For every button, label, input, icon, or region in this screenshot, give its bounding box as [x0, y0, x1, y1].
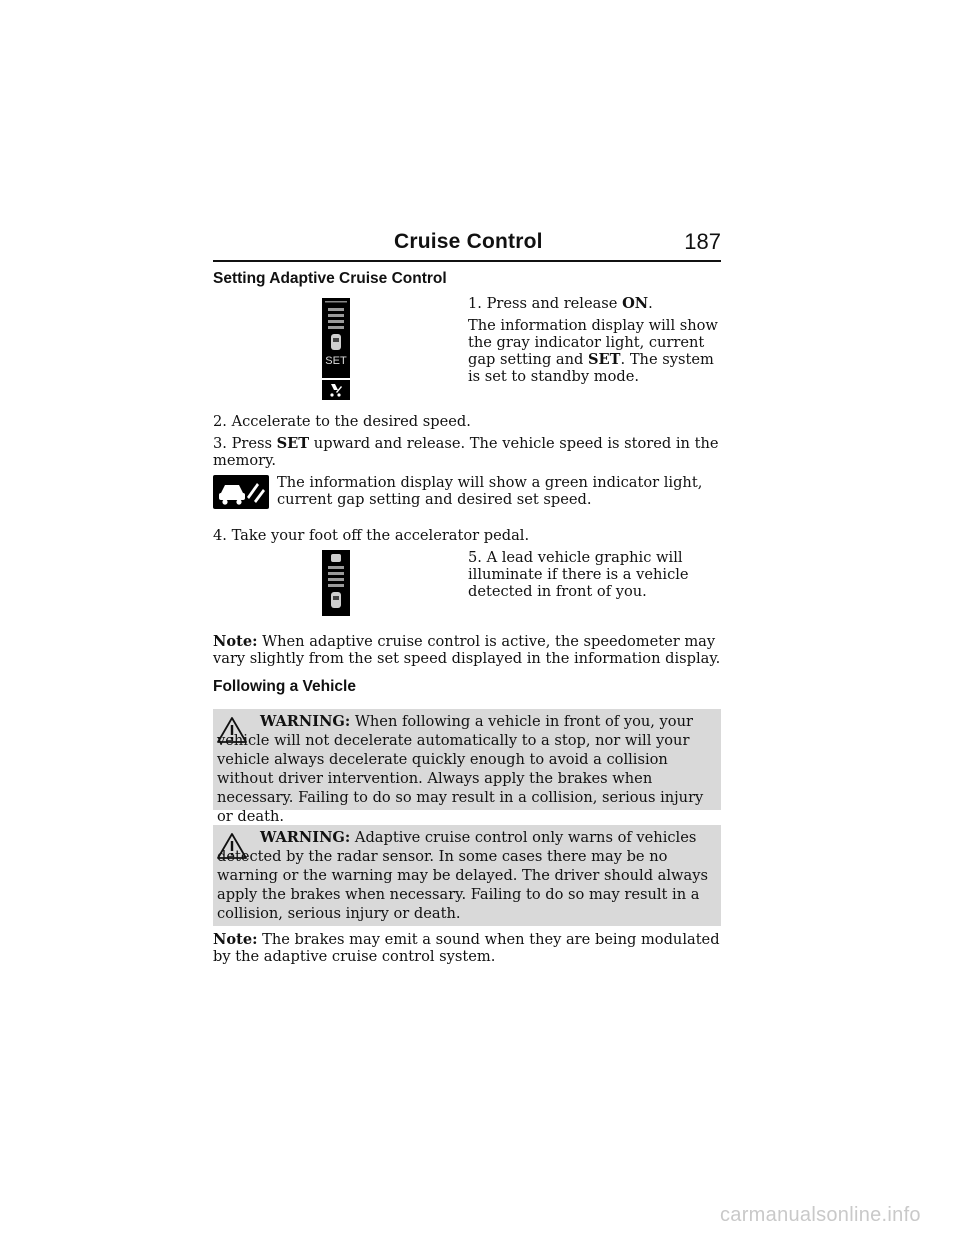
warning-2-text: WARNING: Adaptive cruise control only warns of vehicles detected by the radar sensor. In some cases there may be no warning or the warning may be delayed. The driver should always apply the brakes when necessary. Failing to do so may result in a collision, serious injury or death. — [217, 829, 708, 922]
note-speedometer: Note: When adaptive cruise control is active, the speedometer may vary slightly from the set speed displayed in the information display. — [213, 633, 721, 667]
lead-vehicle-graphic-icon — [322, 550, 350, 621]
chapter-title: Cruise Control — [394, 230, 543, 253]
adaptive-cruise-indicator-icon — [213, 475, 269, 514]
step-4: 4. Take your foot off the accelerator pedal. — [213, 527, 530, 544]
section-heading-following-vehicle: Following a Vehicle — [213, 678, 356, 695]
watermark: carmanualsonline.info — [720, 1204, 921, 1226]
standby-display-icon — [322, 298, 350, 405]
step-1-detail: The information display will show the gray indicator light, current gap setting and SET. The system is set to standby mode. — [468, 317, 718, 385]
note-brake-sound: Note: The brakes may emit a sound when they are being modulated by the adaptive cruise control system. — [213, 931, 720, 965]
page-header — [213, 228, 721, 262]
set-icon-label: SET — [325, 355, 347, 367]
step-1: 1. Press and release ON. — [468, 295, 653, 312]
warning-1-text: WARNING: When following a vehicle in front of you, your vehicle will not decelerate automatically to a stop, nor will your vehicle always decelerate quickly enough to avoid a collision without driver intervention. Always apply the brakes when necessary. Failing to do so may result in a collision, serious injury or death. — [217, 713, 704, 825]
step-5: 5. A lead vehicle graphic will illuminate if there is a vehicle detected in front of you. — [468, 549, 689, 600]
page-number: 187 — [684, 229, 721, 254]
section-heading-setting-acc: Setting Adaptive Cruise Control — [213, 270, 447, 287]
step-2: 2. Accelerate to the desired speed. — [213, 413, 471, 430]
step-3-detail: The information display will show a green indicator light, current gap setting and desired set speed. — [277, 474, 703, 508]
step-3: 3. Press SET upward and release. The vehicle speed is stored in the memory. — [213, 435, 719, 469]
